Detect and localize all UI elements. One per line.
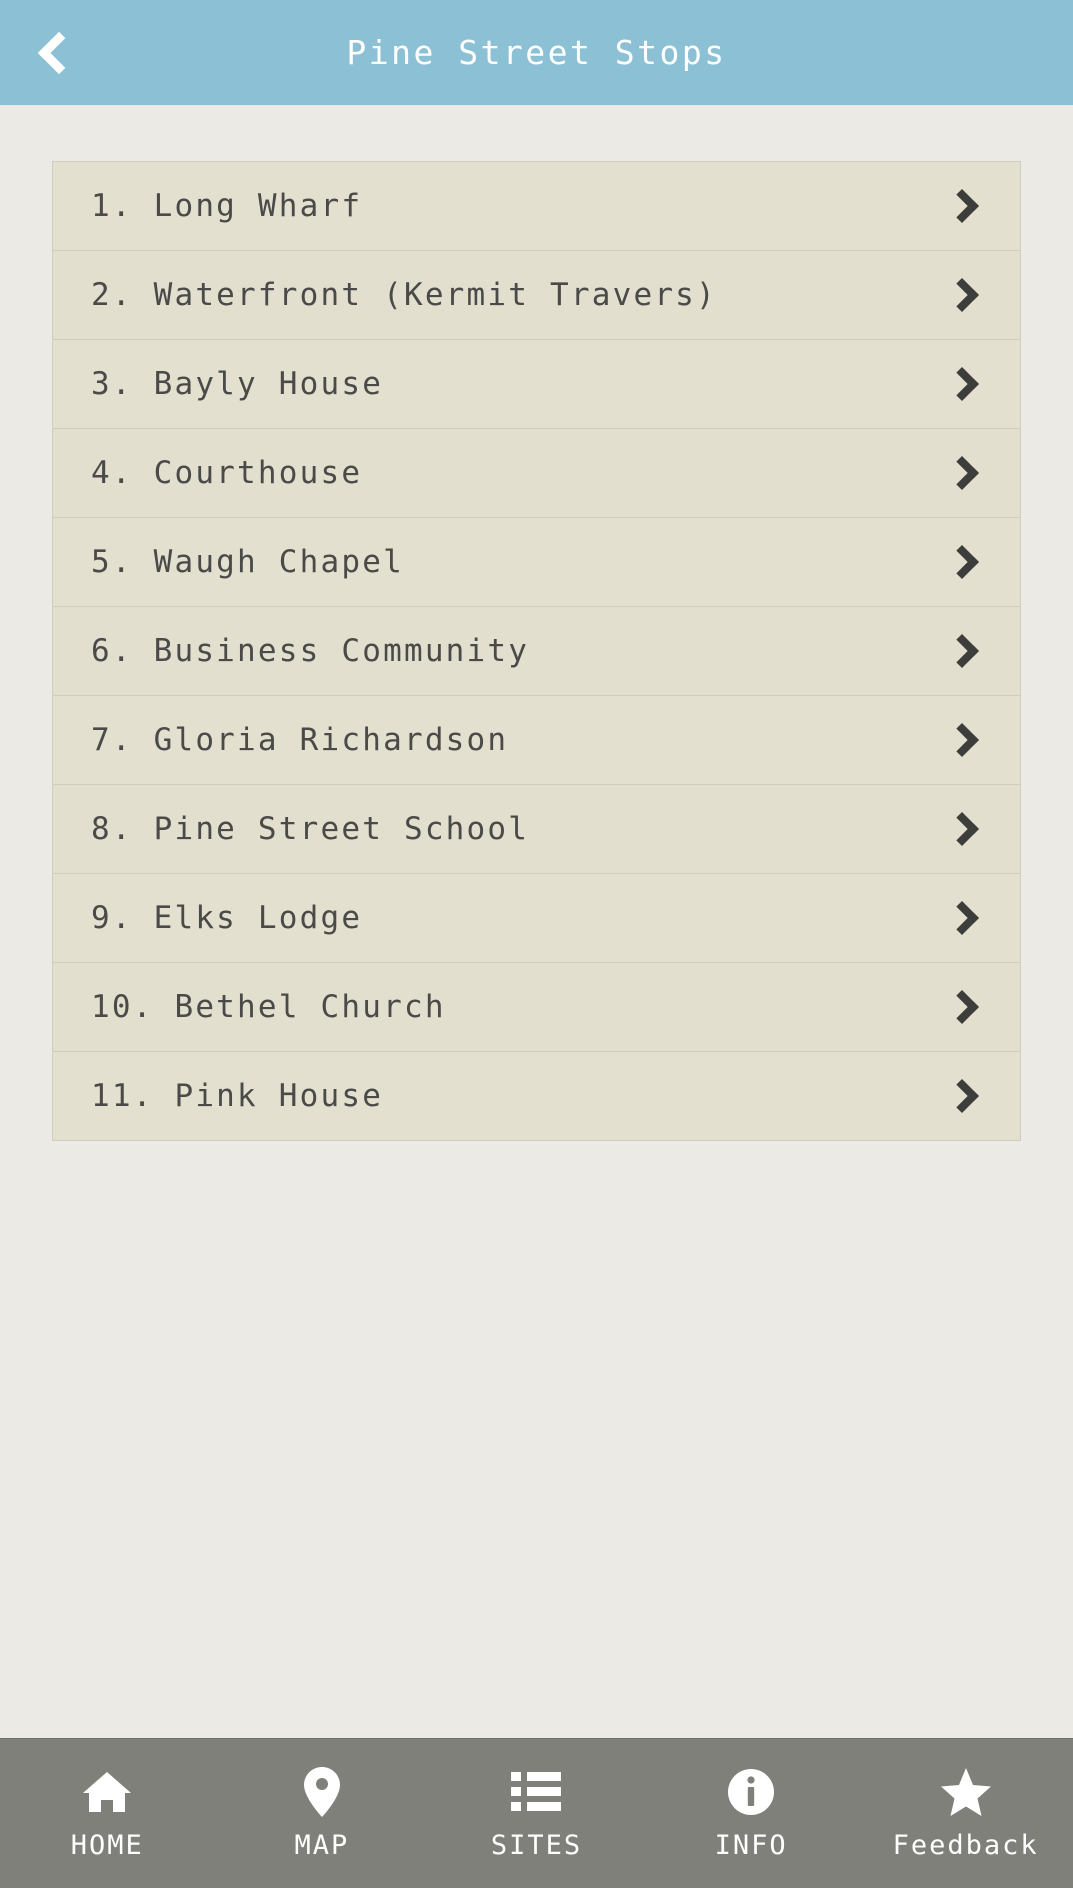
list-item[interactable] [53,874,1020,963]
chevron-right-icon [945,278,979,312]
chevron-right-icon [945,367,979,401]
chevron-left-icon [38,31,80,73]
list-item[interactable] [53,607,1020,696]
list-item-label: 10. Bethel Church [91,989,446,1025]
header-bar [0,0,1073,105]
list-item[interactable] [53,696,1020,785]
list-item-label: 11. Pink House [91,1078,384,1114]
star-icon [940,1766,992,1818]
chevron-right-icon [945,634,979,668]
list-item-label: 2. Waterfront (Kermit Travers) [91,277,717,313]
list-icon [511,1766,561,1818]
list-item[interactable] [53,251,1020,340]
chevron-right-icon [945,1079,979,1113]
chevron-right-icon [945,456,979,490]
list-item-label: 6. Business Community [91,633,530,669]
tab-label: Feedback [892,1830,1039,1861]
list-item[interactable] [53,162,1020,251]
chevron-right-icon [945,545,979,579]
stops-list [52,161,1021,1141]
list-item[interactable] [53,1052,1020,1141]
chevron-right-icon [945,901,979,935]
chevron-right-icon [945,990,979,1024]
list-item-label: 5. Waugh Chapel [91,544,404,580]
chevron-right-icon [945,812,979,846]
list-item[interactable] [53,340,1020,429]
chevron-right-icon [945,189,979,223]
page-title: Pine Street Stops [346,33,727,72]
tab-label: INFO [714,1830,788,1861]
chevron-right-icon [945,723,979,757]
list-item-label: 7. Gloria Richardson [91,722,509,758]
tab-home[interactable] [0,1739,215,1888]
tab-info[interactable] [644,1739,859,1888]
back-button[interactable] [0,0,110,105]
list-item-label: 8. Pine Street School [91,811,530,847]
list-item-label: 3. Bayly House [91,366,384,402]
list-item[interactable] [53,785,1020,874]
list-item[interactable] [53,963,1020,1052]
tab-sites[interactable] [429,1739,644,1888]
map-pin-icon [302,1766,342,1818]
tab-label: SITES [490,1830,583,1861]
info-circle-icon [727,1766,775,1818]
tab-label: HOME [70,1830,144,1861]
bottom-tab-bar [0,1738,1073,1888]
list-item-label: 9. Elks Lodge [91,900,363,936]
home-icon [81,1766,133,1818]
list-item[interactable] [53,429,1020,518]
list-item[interactable] [53,518,1020,607]
content-area [0,105,1073,1738]
tab-label: MAP [294,1830,350,1861]
tab-feedback[interactable] [858,1739,1073,1888]
tab-map[interactable] [215,1739,430,1888]
list-item-label: 4. Courthouse [91,455,363,491]
list-item-label: 1. Long Wharf [91,188,363,224]
